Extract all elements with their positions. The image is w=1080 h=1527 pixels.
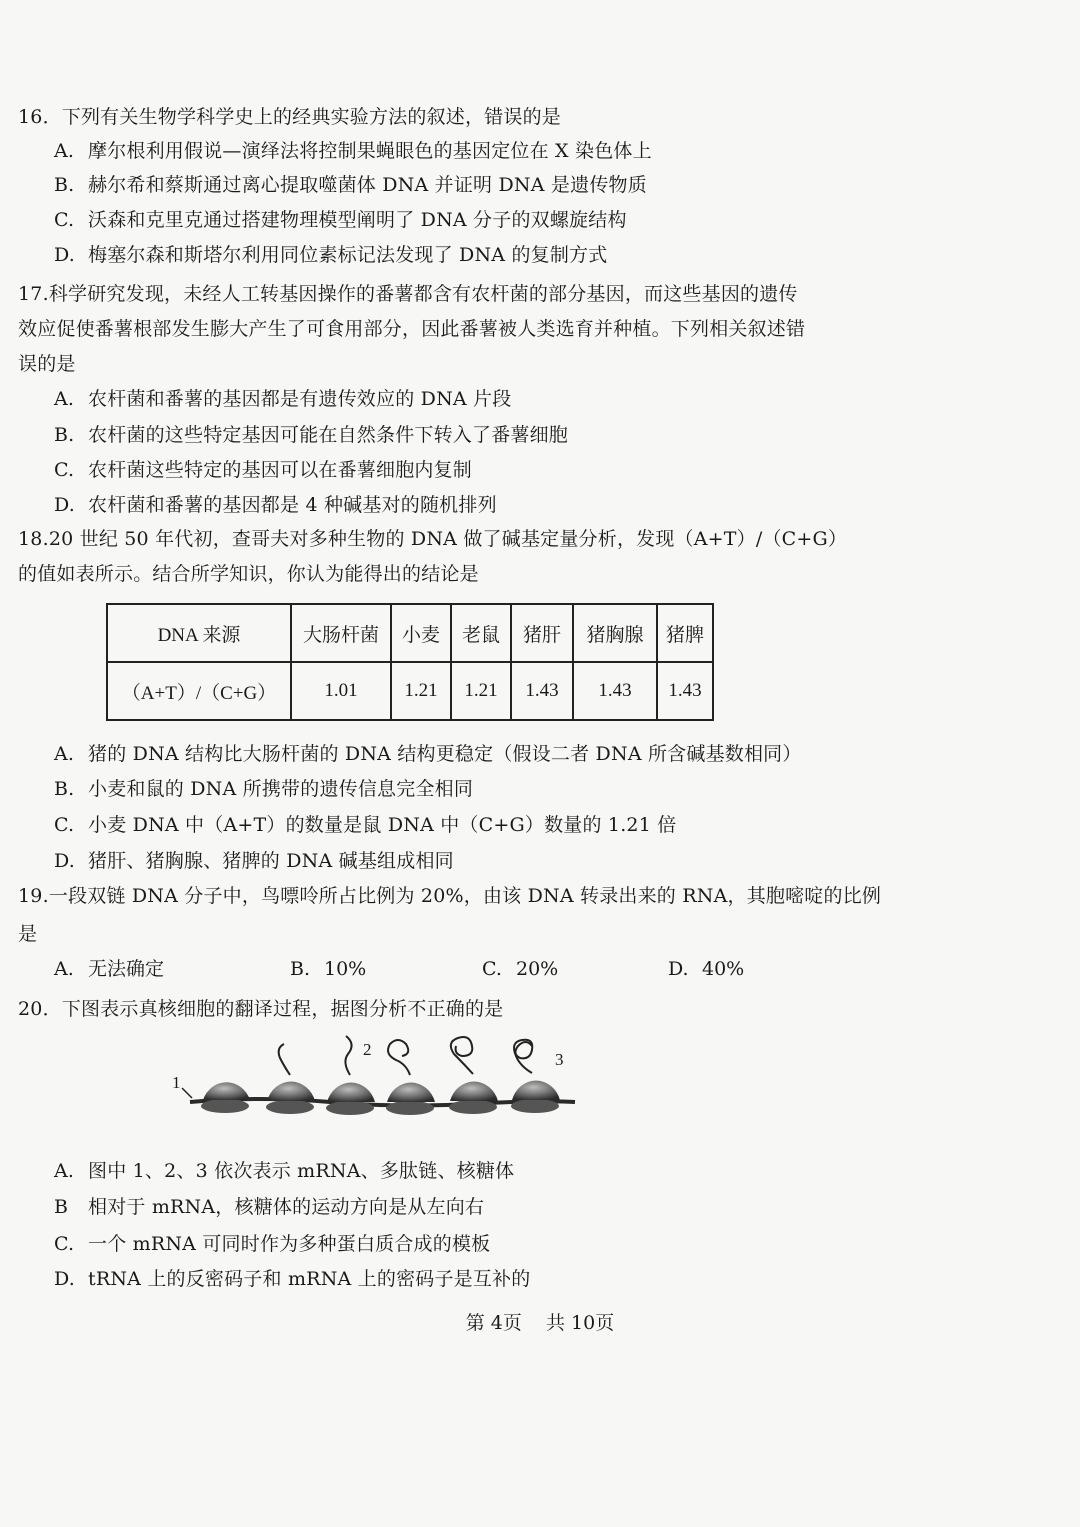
q20-option-c: C. 一个 mRNA 可同时作为多种蛋白质合成的模板 bbox=[54, 1233, 491, 1255]
q19-option-d: D. 40% bbox=[668, 958, 745, 980]
polypeptide-chain bbox=[388, 1040, 410, 1075]
figure-label-1: 1 bbox=[172, 1073, 181, 1092]
ribosome bbox=[449, 1082, 498, 1114]
q16-option-a: A. 摩尔根利用假说—演绎法将控制果蝇眼色的基因定位在 X 染色体上 bbox=[54, 140, 652, 162]
ribosome bbox=[511, 1081, 560, 1113]
q16-option-b: B. 赫尔希和蔡斯通过离心提取噬菌体 DNA 并证明 DNA 是遗传物质 bbox=[54, 174, 647, 196]
table-header-cell: 猪肝 bbox=[511, 604, 573, 662]
q16-option-d: D. 梅塞尔森和斯塔尔利用同位素标记法发现了 DNA 的复制方式 bbox=[54, 244, 608, 266]
q17-stem-line: 17.科学研究发现，未经人工转基因操作的番薯都含有农杆菌的部分基因，而这些基因的遗传 bbox=[18, 283, 798, 305]
q18-stem-line: 18.20 世纪 50 年代初，查哥夫对多种生物的 DNA 做了碱基定量分析，发现（A+T）/（C+G） bbox=[18, 528, 848, 550]
ribosome bbox=[386, 1083, 435, 1115]
ribosome bbox=[326, 1083, 375, 1115]
q19-option-c: C. 20% bbox=[482, 958, 559, 980]
q18-option-c: C. 小麦 DNA 中（A+T）的数量是鼠 DNA 中（C+G）数量的 1.21 倍 bbox=[54, 814, 677, 836]
table-cell: 1.43 bbox=[511, 662, 573, 720]
q19-options bbox=[54, 956, 774, 984]
q16-option-c: C. 沃森和克里克通过搭建物理模型阐明了 DNA 分子的双螺旋结构 bbox=[54, 209, 627, 231]
table-cell: （A+T）/（C+G） bbox=[107, 662, 291, 720]
table-header-row bbox=[107, 604, 713, 662]
polypeptide-chain bbox=[345, 1036, 351, 1075]
q18-option-a: A. 猪的 DNA 结构比大肠杆菌的 DNA 结构更稳定（假设二者 DNA 所含碱基数相同） bbox=[54, 743, 802, 765]
table-cell: 1.01 bbox=[291, 662, 391, 720]
table-header-cell: DNA 来源 bbox=[107, 604, 291, 662]
table-header-cell: 猪胸腺 bbox=[573, 604, 657, 662]
q17-option-b: B. 农杆菌的这些特定基因可能在自然条件下转入了番薯细胞 bbox=[54, 424, 569, 446]
q17-option-c: C. 农杆菌这些特定的基因可以在番薯细胞内复制 bbox=[54, 459, 473, 481]
q17-stem-line: 效应促使番薯根部发生膨大产生了可食用部分，因此番薯被人类选育并种植。下列相关叙述错 bbox=[18, 318, 806, 340]
table-header-cell: 小麦 bbox=[391, 604, 451, 662]
q19-stem-line: 19.一段双链 DNA 分子中，鸟嘌呤所占比例为 20%，由该 DNA 转录出来的 RNA，其胞嘧啶的比例 bbox=[18, 885, 882, 907]
q17-option-a: A. 农杆菌和番薯的基因都是有遗传效应的 DNA 片段 bbox=[54, 388, 512, 410]
q19-stem-line: 是 bbox=[18, 923, 38, 945]
table-row bbox=[107, 662, 713, 720]
q19-option-a: A. 无法确定 bbox=[54, 958, 165, 980]
table-cell: 1.21 bbox=[391, 662, 451, 720]
table-cell: 1.43 bbox=[657, 662, 713, 720]
q18-option-d: D. 猪肝、猪胸腺、猪脾的 DNA 碱基组成相同 bbox=[54, 850, 454, 872]
q20-stem: 20．下图表示真核细胞的翻译过程，据图分析不正确的是 bbox=[18, 998, 504, 1020]
figure-label-2: 2 bbox=[363, 1040, 372, 1059]
ribosome bbox=[266, 1082, 315, 1114]
q17-option-d: D. 农杆菌和番薯的基因都是 4 种碱基对的随机排列 bbox=[54, 494, 497, 516]
label-1-leader bbox=[182, 1088, 192, 1098]
figure-label-3: 3 bbox=[555, 1050, 564, 1069]
q16-stem: 16．下列有关生物学科学史上的经典实验方法的叙述，错误的是 bbox=[18, 106, 561, 128]
q18-option-b: B. 小麦和鼠的 DNA 所携带的遗传信息完全相同 bbox=[54, 778, 474, 800]
polypeptide-chain bbox=[451, 1037, 473, 1074]
ribosome bbox=[201, 1082, 250, 1113]
q17-stem-line: 误的是 bbox=[18, 353, 76, 375]
translation-diagram bbox=[170, 1030, 590, 1120]
table-header-cell: 猪脾 bbox=[657, 604, 713, 662]
page-footer: 第 4页 共 10页 bbox=[465, 1312, 615, 1334]
table-cell: 1.43 bbox=[573, 662, 657, 720]
table-header-cell: 老鼠 bbox=[451, 604, 511, 662]
q20-option-b: B 相对于 mRNA，核糖体的运动方向是从左向右 bbox=[54, 1196, 485, 1218]
table-cell: 1.21 bbox=[451, 662, 511, 720]
table-header-cell: 大肠杆菌 bbox=[291, 604, 391, 662]
polypeptide-chain bbox=[514, 1040, 532, 1073]
q18-stem-line: 的值如表所示。结合所学知识，你认为能得出的结论是 bbox=[18, 563, 479, 585]
q20-option-d: D. tRNA 上的反密码子和 mRNA 上的密码子是互补的 bbox=[54, 1268, 531, 1290]
q19-option-b: B. 10% bbox=[290, 958, 367, 980]
polypeptide-chain bbox=[279, 1044, 290, 1075]
q20-option-a: A. 图中 1、2、3 依次表示 mRNA、多肽链、核糖体 bbox=[54, 1160, 515, 1182]
dna-ratio-table bbox=[106, 603, 714, 721]
